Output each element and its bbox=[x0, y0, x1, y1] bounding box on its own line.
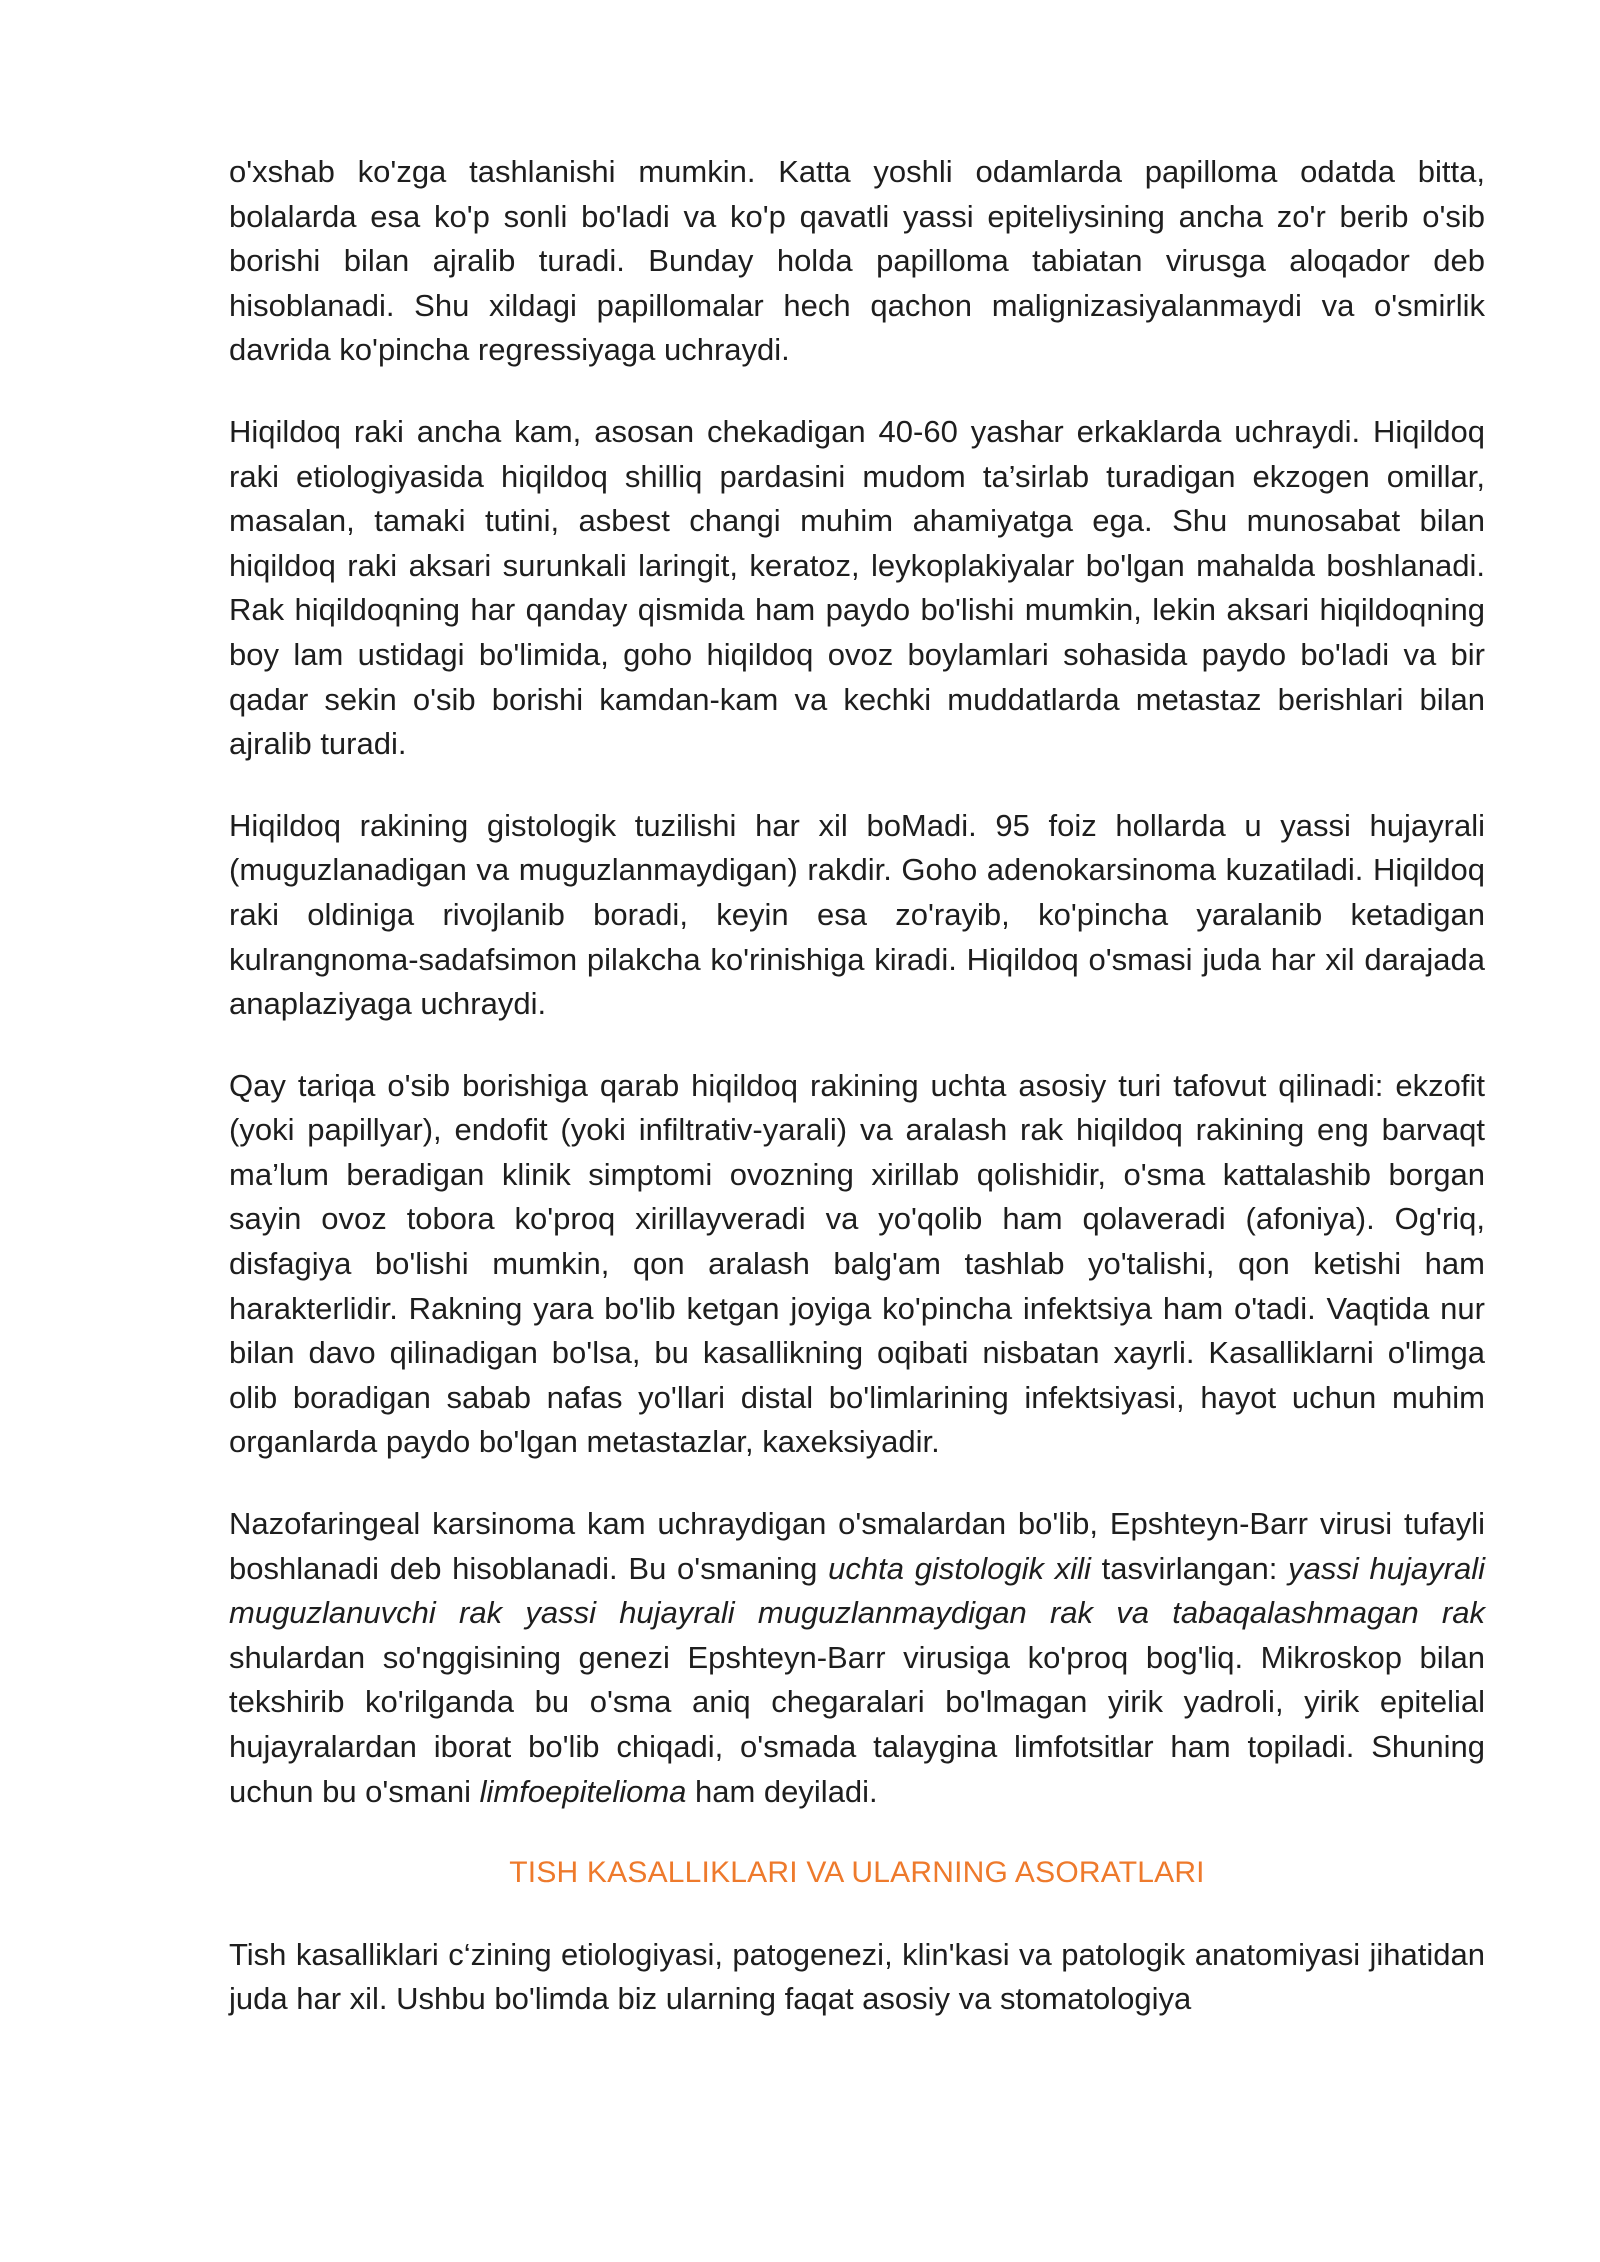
text-run: ham deyiladi. bbox=[686, 1773, 878, 1809]
paragraph-histology: Hiqildoq rakining gistologik tuzilishi har xil boMadi. 95 foiz hollarda u yassi hujayrali (muguzlanadigan va muguzlanmaydigan) rakdir. Goho adenokarsinoma kuzatiladi. Hiqildoq raki oldiniga rivojlanib boradi, keyin esa zo'rayib, ko'pincha yaralanib ketadigan kulrangnoma-sadafsimon pilakcha ko'rinishiga kiradi. Hiqildoq o'smasi juda har xil darajada anaplaziyaga uchraydi. bbox=[229, 807, 1485, 1022]
paragraph-papilloma: o'xshab ko'zga tashlanishi mumkin. Katta yoshli odamlarda papilloma odatda bitta, bolalarda esa ko'p sonli bo'ladi va ko'p qavatli yassi epiteliysining ancha zo'r berib o'sib borishi bilan ajralib turadi. Bunday holda papilloma tabiatan virusga aloqador deb hisoblanadi. Shu xildagi papillomalar hech qachon malignizasiyalanmaydi va o'smirlik davrida ko'pincha regressiyaga uchraydi. bbox=[229, 154, 1485, 368]
paragraph-larynx-cancer: Hiqildoq raki ancha kam, asosan chekadigan 40-60 yashar erkaklarda uchraydi. Hiqildoq raki etiologiyasida hiqildoq shilliq pardasini mudom ta’sirlab turadigan ekzogen omillar, masalan, tamaki tutini, asbest changi muhim ahamiyatga ega. Shu munosabat bilan hiqildoq raki aksari surunkali laringit, keratoz, leykoplakiyalar bo'lgan mahalda boshlanadi. Rak hiqildoqning har qanday qismida ham paydo bo'lishi mumkin, lekin aksari hiqildoqning boy lam ustidagi bo'limida, goho hiqildoq ovoz boylamlari sohasida paydo bo'ladi va bir qadar sekin o'sib borishi kamdan-kam va kechki muddatlarda metastaz berishlari bilan ajralib turadi. bbox=[229, 413, 1485, 762]
text-run: tasvirlangan: bbox=[1090, 1550, 1289, 1586]
section-heading: TISH KASALLIKLARI VA ULARNING ASORATLARI bbox=[509, 1856, 1205, 1890]
italic-run: limfoepitelioma bbox=[479, 1773, 687, 1809]
text-run: Nazofaringeal karsinoma kam uchraydigan o'smalardan bo'lib, Epshteyn-Barr virusi tufayli boshlanadi deb hisoblanadi. Bu o'smaning bbox=[229, 1506, 1485, 1586]
text-run: shulardan so'nggisining genezi Epshteyn-Barr virusiga ko'proq bog'liq. Mikroskop bilan tekshirib ko'rilganda bu o'sma aniq chegaralari bo'lmagan yirik yadroli, yirik epitelial hujayralardan iborat bo'lib chiqadi, o'smada talaygina limfotsitlar ham topiladi. Shuning uchun bu o'smani bbox=[229, 1639, 1485, 1809]
paragraph-dental-diseases: Tish kasalliklari c‘zining etiologiyasi, patogenezi, klin'kasi va patologik anatomiyasi jihatidan juda har xil. Ushbu bo'limda biz ularning faqat asosiy va stomatologiya bbox=[229, 1936, 1485, 2017]
paragraph-growth-types: Qay tariqa o'sib borishiga qarab hiqildoq rakining uchta asosiy turi tafovut qilinadi: ekzofit (yoki papillyar), endofit (yoki infiltrativ-yarali) va aralash rak hiqildoq rakining eng barvaqt ma’lum beradigan klinik simptomi ovozning xirillab qolishidir, o'sma kattalashib borgan sayin ovoz tobora ko'proq xirillayveradi va yo'qolib ham qolaveradi (afoniya). Og'riq, disfagiya bo'lishi mumkin, qon aralash balg'am tashlab yo'talishi, qon ketishi ham harakterlidir. Rakning yara bo'lib ketgan joyiga ko'pincha infektsiya ham o'tadi. Vaqtida nur bilan davo qilinadigan bo'lsa, bu kasallikning oqibati nisbatan xayrli. Kasalliklarni o'limga olib boradigan sabab nafas yo'llari distal bo'limlarining infektsiyasi, hayot uchun muhim organlarda paydo bo'lgan metastazlar, kaxeksiyadir. bbox=[229, 1067, 1485, 1460]
italic-run: uchta gistologik xili bbox=[828, 1550, 1091, 1586]
document-body bbox=[229, 150, 1485, 2059]
italic-run: yassi hujayrali muguzlanuvchi rak yassi hujayrali muguzlanmaydigan rak va tabaqalashmagan rak bbox=[229, 1550, 1485, 1631]
paragraph-nasopharyngeal bbox=[229, 1502, 1485, 1814]
